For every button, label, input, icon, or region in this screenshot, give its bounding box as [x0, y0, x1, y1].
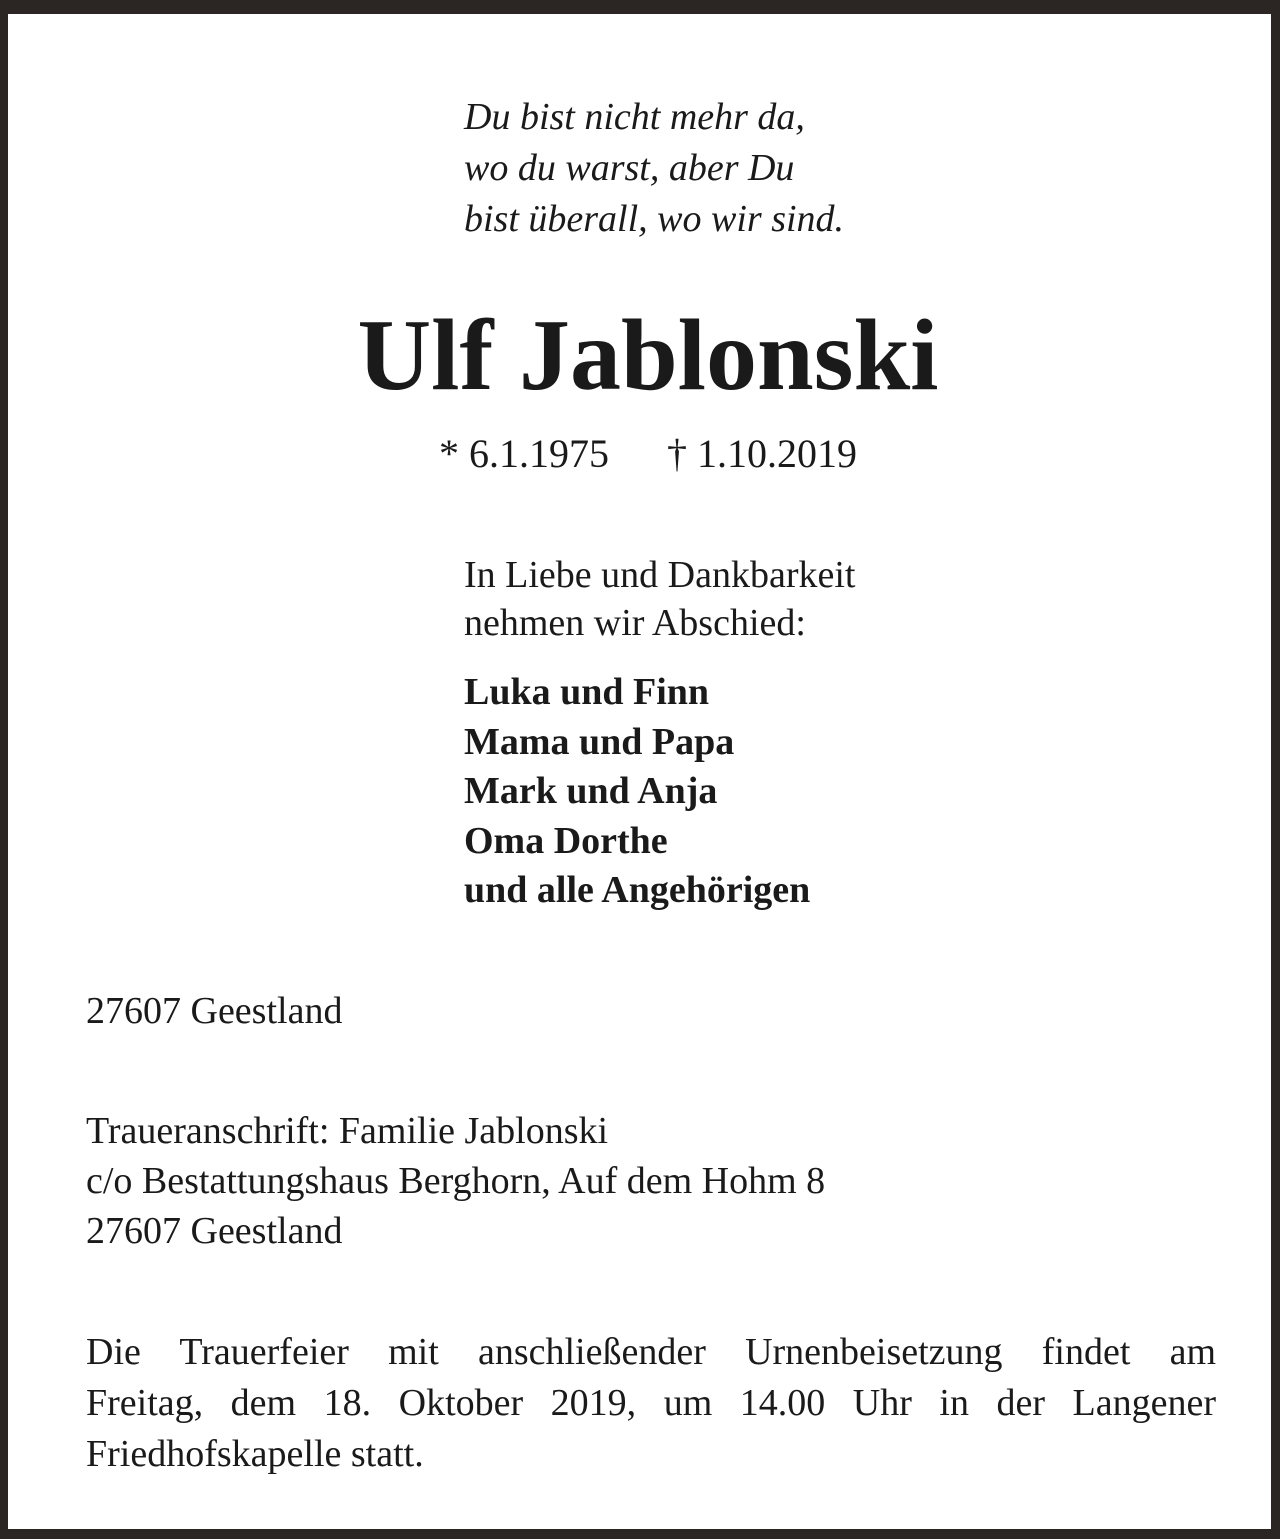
deceased-name: Ulf Jablonski — [357, 299, 939, 412]
announcement-line: Friedhofskapelle statt. — [86, 1433, 424, 1475]
birth-date: * 6.1.1975 — [439, 431, 609, 476]
mourner-entry: Luka und Finn — [464, 671, 710, 713]
quote-line: bist überall, wo wir sind. — [464, 198, 845, 240]
mourner-entry: Mama und Papa — [464, 720, 735, 763]
intro-line: nehmen wir Abschied: — [464, 602, 806, 644]
memorial-quote — [464, 92, 844, 245]
mourner-entry: Oma Dorthe — [464, 819, 668, 862]
quote-line: wo du warst, aber Du — [464, 147, 795, 189]
mourner-entry: Mark und Anja — [464, 770, 718, 812]
death-date: † 1.10.2019 — [667, 431, 857, 476]
intro-line: In Liebe und Dankbarkeit — [464, 554, 856, 596]
address-line: 27607 Geestland — [86, 1210, 343, 1252]
place-line: 27607 Geestland — [86, 990, 343, 1032]
announcement-line: Die Trauerfeier mit anschließender Urnenbeisetzung findet am — [86, 1331, 1216, 1373]
mourning-address — [86, 1106, 825, 1256]
funeral-announcement — [86, 1327, 1216, 1480]
life-dates — [8, 429, 1280, 479]
address-line: c/o Bestattungshaus Berghorn, Auf dem Hohm 8 — [86, 1160, 826, 1202]
address-line: Traueranschrift: Familie Jablonski — [86, 1110, 609, 1152]
farewell-intro — [464, 551, 855, 647]
mourners-list — [464, 668, 810, 916]
mourner-entry: und alle Angehörigen — [464, 869, 811, 911]
announcement-line: Freitag, dem 18. Oktober 2019, um 14.00 Uhr in der Langener — [86, 1382, 1216, 1424]
quote-line: Du bist nicht mehr da, — [464, 96, 805, 138]
